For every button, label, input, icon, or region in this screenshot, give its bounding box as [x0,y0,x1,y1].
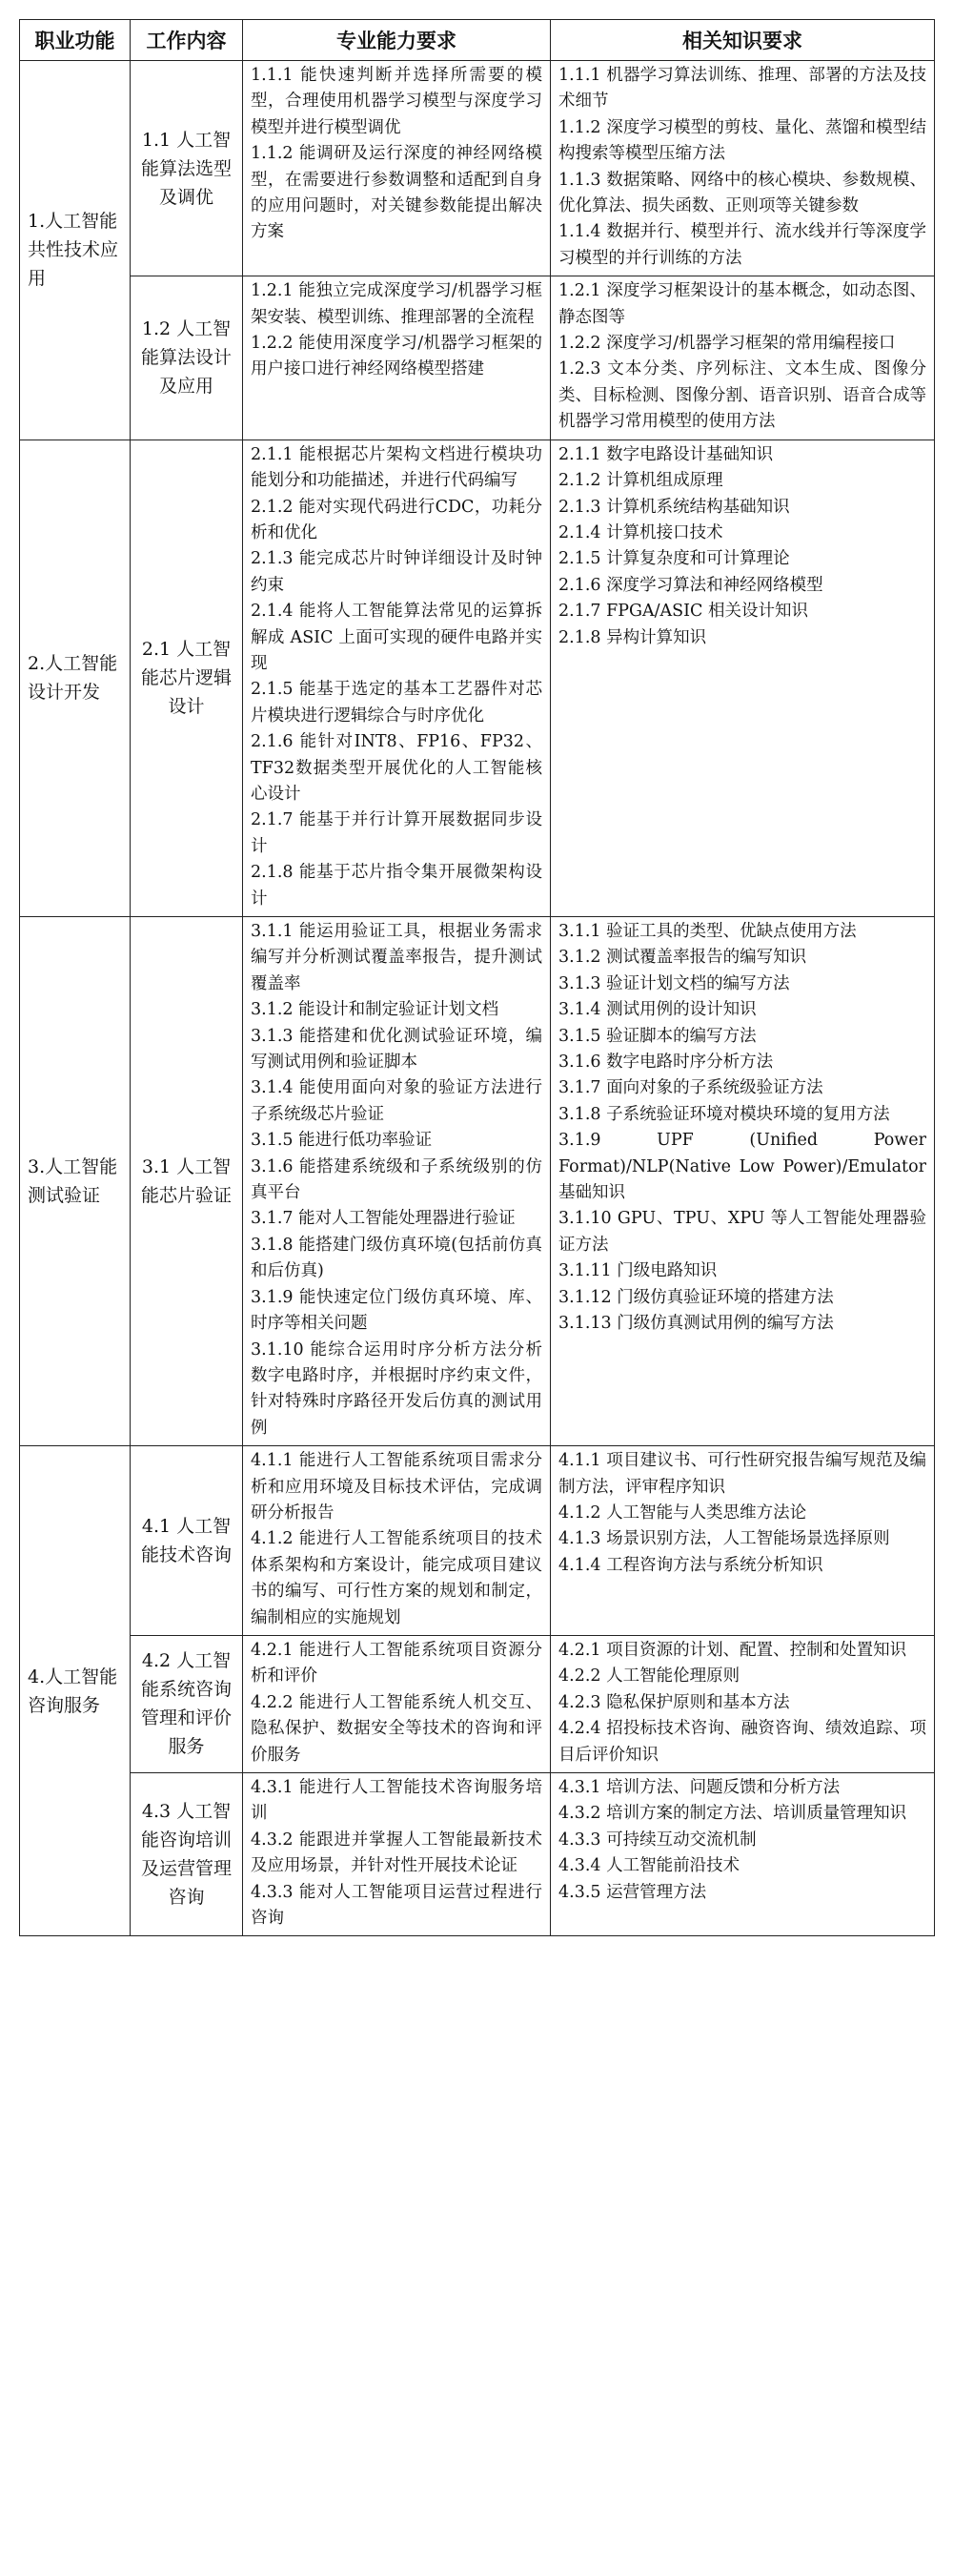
table-row [20,276,935,440]
knowledge-item: 3.1.7 面向对象的子系统级验证方法 [558,1078,823,1098]
ability-item: 3.1.4 能使用面向对象的验证方法进行子系统级芯片验证 [251,1078,542,1124]
knowledge-item: 2.1.7 FPGA/ASIC 相关设计知识 [558,602,809,622]
knowledge-item: 4.3.1 培训方法、问题反馈和分析方法 [558,1778,841,1797]
knowledge-item: 1.1.4 数据并行、模型并行、流水线并行等深度学习模型的并行训练的方法 [558,222,926,268]
work-content-cell: 4.2 人工智能系统咨询管理和评价服务 [131,1635,243,1772]
knowledge-item: 4.1.1 项目建议书、可行性研究报告编写规范及编制方法，评审程序知识 [558,1451,926,1497]
ability-cell [243,917,551,1446]
ability-item: 2.1.2 能对实现代码进行CDC，功耗分析和优化 [251,497,542,542]
ability-item: 1.1.1 能快速判断并选择所需要的模型，合理使用机器学习模型与深度学习模型并进行模型调优 [251,66,542,137]
function-cell: 1.人工智能共性技术应用 [20,61,131,440]
table-row [20,440,935,916]
work-content-cell: 3.1 人工智能芯片验证 [131,917,243,1446]
knowledge-item: 3.1.10 GPU、TPU、XPU 等人工智能处理器验证方法 [558,1209,926,1255]
ability-item: 3.1.10 能综合运用时序分析方法分析数字电路时序，并根据时序约束文件，针对特殊时序路径开发后仿真的测试用例 [251,1339,542,1438]
ability-item: 2.1.4 能将人工智能算法常见的运算拆解成 ASIC 上面可实现的硬件电路并实现 [251,602,542,673]
ability-item: 2.1.5 能基于选定的基本工艺器件对芯片模块进行逻辑综合与时序优化 [251,680,542,726]
header-function: 职业功能 [20,20,131,61]
ability-item: 4.2.2 能进行人工智能系统人机交互、隐私保护、数据安全等技术的咨询和评价服务 [251,1692,542,1765]
knowledge-item: 2.1.5 计算复杂度和可计算理论 [558,549,790,569]
ability-item: 4.3.2 能跟进并掌握人工智能最新技术及应用场景，并针对性开展技术论证 [251,1830,542,1876]
ability-item: 4.1.2 能进行人工智能系统项目的技术体系架构和方案设计，能完成项目建议书的编写、可行性方案的规划和制定，编制相应的实施规划 [251,1529,542,1627]
work-content-cell: 1.2 人工智能算法设计及应用 [131,276,243,440]
knowledge-item: 3.1.11 门级电路知识 [558,1261,718,1281]
knowledge-item: 1.1.1 机器学习算法训练、推理、部署的方法及技术细节 [558,66,926,112]
knowledge-cell [551,276,935,440]
knowledge-item: 4.3.4 人工智能前沿技术 [558,1856,740,1876]
table-row [20,917,935,1446]
ability-item: 3.1.8 能搭建门级仿真环境(包括前仿真和后仿真) [251,1235,542,1281]
table-row [20,1635,935,1772]
knowledge-item: 4.3.5 运营管理方法 [558,1882,707,1902]
knowledge-item: 4.1.3 场景识别方法，人工智能场景选择原则 [558,1529,890,1549]
knowledge-cell [551,1446,935,1636]
knowledge-item: 3.1.5 验证脚本的编写方法 [558,1026,757,1046]
work-content-cell: 4.3 人工智能咨询培训及运营管理咨询 [131,1773,243,1936]
ability-item: 2.1.6 能针对INT8、FP16、FP32、TF32数据类型开展优化的人工智能核心设计 [251,732,542,804]
ability-item: 4.2.1 能进行人工智能系统项目资源分析和评价 [251,1640,542,1687]
ability-cell [243,440,551,916]
ability-item: 3.1.5 能进行低功率验证 [251,1131,433,1151]
knowledge-item: 1.2.3 文本分类、序列标注、文本生成、图像分类、目标检测、图像分割、语音识别、语音合成等机器学习常用模型的使用方法 [558,359,926,432]
knowledge-item: 3.1.4 测试用例的设计知识 [558,1000,757,1020]
ability-cell [243,61,551,276]
knowledge-item: 4.2.2 人工智能伦理原则 [558,1666,740,1687]
table-body [20,61,935,1936]
knowledge-item: 2.1.8 异构计算知识 [558,627,707,647]
knowledge-item: 4.2.1 项目资源的计划、配置、控制和处置知识 [558,1640,907,1660]
knowledge-item: 3.1.8 子系统验证环境对模块环境的复用方法 [558,1104,890,1124]
ability-cell [243,1773,551,1936]
knowledge-cell [551,61,935,276]
work-content-cell: 4.1 人工智能技术咨询 [131,1446,243,1636]
knowledge-item: 2.1.3 计算机系统结构基础知识 [558,497,790,517]
knowledge-item: 4.3.2 培训方案的制定方法、培训质量管理知识 [558,1804,907,1824]
function-cell: 2.人工智能设计开发 [20,440,131,916]
knowledge-item: 4.1.2 人工智能与人类思维方法论 [558,1503,807,1523]
ability-cell [243,276,551,440]
table-row [20,1773,935,1936]
ability-item: 1.2.1 能独立完成深度学习/机器学习框架安装、模型训练、推理部署的全流程 [251,281,542,327]
knowledge-cell [551,1773,935,1936]
ability-item: 1.2.2 能使用深度学习/机器学习框架的用户接口进行神经网络模型搭建 [251,334,542,379]
knowledge-item: 3.1.9 UPF (Unified Power Format)/NLP(Native Low Power)/Emulator 基础知识 [558,1131,926,1203]
knowledge-item: 3.1.6 数字电路时序分析方法 [558,1053,774,1073]
knowledge-item: 3.1.2 测试覆盖率报告的编写知识 [558,948,807,968]
ability-item: 2.1.7 能基于并行计算开展数据同步设计 [251,810,542,856]
knowledge-cell [551,917,935,1446]
knowledge-item: 4.3.3 可持续互动交流机制 [558,1830,757,1850]
ability-item: 3.1.6 能搭建系统级和子系统级别的仿真平台 [251,1156,542,1203]
function-cell: 3.人工智能测试验证 [20,917,131,1446]
ability-item: 3.1.3 能搭建和优化测试验证环境，编写测试用例和验证脚本 [251,1026,542,1073]
header-ability: 专业能力要求 [243,20,551,61]
knowledge-cell [551,440,935,916]
header-knowledge: 相关知识要求 [551,20,935,61]
ability-item: 4.3.3 能对人工智能项目运营过程进行咨询 [251,1882,542,1929]
competency-table [19,19,935,1936]
knowledge-item: 4.2.3 隐私保护原则和基本方法 [558,1692,790,1712]
knowledge-item: 2.1.6 深度学习算法和神经网络模型 [558,575,823,595]
ability-item: 1.1.2 能调研及运行深度的神经网络模型，在需要进行参数调整和适配到自身的应用问题时，对关键参数能提出解决方案 [251,144,542,242]
ability-item: 3.1.1 能运用验证工具，根据业务需求编写并分析测试覆盖率报告，提升测试覆盖率 [251,922,542,993]
work-content-cell: 2.1 人工智能芯片逻辑设计 [131,440,243,916]
knowledge-item: 4.2.4 招投标技术咨询、融资咨询、绩效追踪、项目后评价知识 [558,1719,926,1765]
table-row [20,61,935,276]
ability-item: 2.1.3 能完成芯片时钟详细设计及时钟约束 [251,549,542,595]
knowledge-item: 3.1.12 门级仿真验证环境的搭建方法 [558,1287,834,1307]
knowledge-item: 3.1.3 验证计划文档的编写方法 [558,973,790,993]
function-cell: 4.人工智能咨询服务 [20,1446,131,1936]
knowledge-item: 2.1.2 计算机组成原理 [558,471,723,491]
header-content: 工作内容 [131,20,243,61]
ability-cell [243,1446,551,1636]
knowledge-item: 1.1.3 数据策略、网络中的核心模块、参数规模、优化算法、损失函数、正则项等关键参数 [558,170,926,216]
knowledge-cell [551,1635,935,1772]
knowledge-item: 4.1.4 工程咨询方法与系统分析知识 [558,1555,823,1575]
knowledge-item: 1.1.2 深度学习模型的剪枝、量化、蒸馏和模型结构搜索等模型压缩方法 [558,117,926,164]
knowledge-item: 3.1.1 验证工具的类型、优缺点使用方法 [558,922,857,941]
ability-item: 3.1.2 能设计和制定验证计划文档 [251,1000,499,1020]
ability-item: 4.3.1 能进行人工智能技术咨询服务培训 [251,1778,542,1824]
table-row [20,1446,935,1636]
knowledge-item: 2.1.1 数字电路设计基础知识 [558,444,774,464]
competency-table-sheet [19,19,934,1936]
ability-item: 4.1.1 能进行人工智能系统项目需求分析和应用环境及目标技术评估，完成调研分析报告 [251,1451,542,1523]
header-row [20,20,935,61]
ability-item: 3.1.7 能对人工智能处理器进行验证 [251,1209,516,1229]
knowledge-item: 3.1.13 门级仿真测试用例的编写方法 [558,1314,834,1334]
ability-cell [243,1635,551,1772]
ability-item: 2.1.8 能基于芯片指令集开展微架构设计 [251,863,542,909]
knowledge-item: 1.2.2 深度学习/机器学习框架的常用编程接口 [558,334,896,354]
ability-item: 2.1.1 能根据芯片架构文档进行模块功能划分和功能描述，并进行代码编写 [251,444,542,491]
knowledge-item: 1.2.1 深度学习框架设计的基本概念，如动态图、静态图等 [558,281,926,327]
ability-item: 3.1.9 能快速定位门级仿真环境、库、时序等相关问题 [251,1287,542,1334]
work-content-cell: 1.1 人工智能算法选型及调优 [131,61,243,276]
knowledge-item: 2.1.4 计算机接口技术 [558,522,723,542]
